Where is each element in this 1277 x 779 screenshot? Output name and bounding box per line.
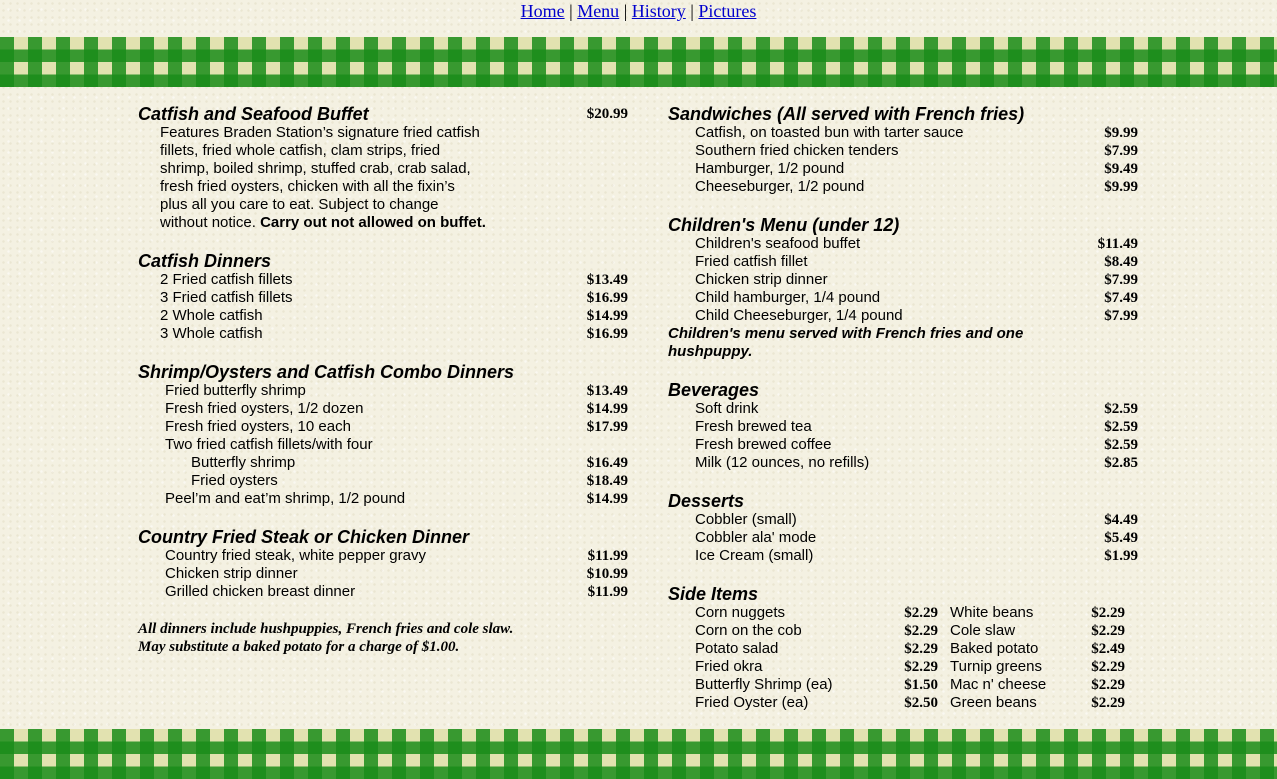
nav-separator: | xyxy=(690,1,694,21)
menu-item-name: Chicken strip dinner xyxy=(165,565,298,582)
menu-item-name: Ice Cream (small) xyxy=(695,547,814,564)
menu-item-price: $10.99 xyxy=(586,566,628,582)
section-title-catfish-dinners: Catfish Dinners xyxy=(138,251,272,271)
buffet-description-line xyxy=(160,214,486,232)
menu-item-price: $16.99 xyxy=(586,326,628,342)
side-item-name: Corn nuggets xyxy=(695,604,786,621)
buffet-carryout-note: Carry out not allowed on buffet. xyxy=(260,214,486,231)
section-title-combo-dinners: Shrimp/Oysters and Catfish Combo Dinners xyxy=(138,362,515,382)
menu-item-name: Fresh brewed tea xyxy=(695,418,812,435)
menu-item-name: Fried oysters xyxy=(191,472,278,489)
nav-separator: | xyxy=(623,1,628,21)
menu-item-price: $11.99 xyxy=(587,584,628,600)
side-item-price: $2.29 xyxy=(1091,623,1125,639)
checker-band-top xyxy=(0,37,1277,87)
side-item-price: $2.29 xyxy=(904,605,938,621)
menu-item-name: Cheeseburger, 1/2 pound xyxy=(695,178,865,195)
menu-item-price: $2.59 xyxy=(1104,401,1138,417)
side-item-name: Mac n' cheese xyxy=(950,676,1047,693)
menu-item-name: Fried butterfly shrimp xyxy=(165,382,306,399)
menu-item-price: $17.99 xyxy=(586,419,628,435)
buffet-description-line: plus all you care to eat. Subject to change xyxy=(160,196,439,213)
buffet-description-line: shrimp, boiled shrimp, stuffed crab, crab salad, xyxy=(160,160,471,177)
menu-item-name: Fresh fried oysters, 10 each xyxy=(165,418,351,435)
menu-item-price: $13.49 xyxy=(586,272,628,288)
menu-item-price: $16.49 xyxy=(586,455,628,471)
menu-item-price: $11.49 xyxy=(1097,236,1138,252)
side-item-price: $1.50 xyxy=(904,677,938,693)
menu-item-price: $11.99 xyxy=(587,548,628,564)
dinners-footnote-line: May substitute a baked potato for a charge of $1.00. xyxy=(138,639,460,655)
nav-link-home[interactable]: Home xyxy=(520,1,565,21)
menu-item-name: Cobbler ala' mode xyxy=(695,529,817,546)
buffet-description-line: fresh fried oysters, chicken with all the fixin’s xyxy=(160,178,455,195)
menu-item-name: Chicken strip dinner xyxy=(695,271,828,288)
side-item-price: $2.29 xyxy=(1091,605,1125,621)
buffet-description-line: Features Braden Station’s signature fried catfish xyxy=(160,124,480,141)
menu-item-price: $16.99 xyxy=(586,290,628,306)
section-title-steak-dinner: Country Fried Steak or Chicken Dinner xyxy=(138,527,470,547)
menu-item-price: $13.49 xyxy=(586,383,628,399)
side-item-name: Butterfly Shrimp (ea) xyxy=(695,676,833,693)
side-item-name: Baked potato xyxy=(950,640,1039,657)
dinners-footnote-line: All dinners include hushpuppies, French fries and cole slaw. xyxy=(138,621,514,637)
checker-band-bottom xyxy=(0,729,1277,779)
side-item-price: $2.49 xyxy=(1091,641,1125,657)
menu-item-name: Two fried catfish fillets/with four xyxy=(165,436,373,453)
section-title-buffet: Catfish and Seafood Buffet xyxy=(138,104,369,124)
side-item-name: White beans xyxy=(950,604,1034,621)
menu-item-price: $2.85 xyxy=(1104,455,1138,471)
menu-item-price: $9.99 xyxy=(1104,125,1138,141)
menu-item-name: Grilled chicken breast dinner xyxy=(165,583,356,600)
side-item-price: $2.50 xyxy=(904,695,938,711)
menu-item-name: Catfish, on toasted bun with tarter sauce xyxy=(695,124,964,141)
menu-item-name: Southern fried chicken tenders xyxy=(695,142,899,159)
top-nav xyxy=(0,0,1277,22)
section-title-childrens-menu: Children's Menu (under 12) xyxy=(668,215,900,235)
section-title-desserts: Desserts xyxy=(668,491,745,511)
menu-item-name: 3 Fried catfish fillets xyxy=(160,289,293,306)
menu-item-price: $8.49 xyxy=(1104,254,1138,270)
menu-item-price: $14.99 xyxy=(586,308,628,324)
menu-item-name: Children's seafood buffet xyxy=(695,235,861,252)
menu-item-price: $2.59 xyxy=(1104,437,1138,453)
menu-item-name: Butterfly shrimp xyxy=(191,454,296,471)
menu-item-name: 3 Whole catfish xyxy=(160,325,263,342)
side-item-name: Fried okra xyxy=(695,658,763,675)
menu-item-name: Country fried steak, white pepper gravy xyxy=(165,547,426,564)
section-title-beverages: Beverages xyxy=(668,380,760,400)
buffet-description-line: fillets, fried whole catfish, clam strips, fried xyxy=(160,142,441,159)
menu-item-price: $4.49 xyxy=(1104,512,1138,528)
menu-item-name: Milk (12 ounces, no refills) xyxy=(695,454,870,471)
menu-item-price: $7.99 xyxy=(1104,272,1138,288)
menu-item-name: 2 Fried catfish fillets xyxy=(160,271,293,288)
side-item-name: Green beans xyxy=(950,694,1037,711)
side-item-price: $2.29 xyxy=(1091,677,1125,693)
side-item-name: Turnip greens xyxy=(950,658,1042,675)
menu-item-price: $7.99 xyxy=(1104,143,1138,159)
nav-separator: | xyxy=(569,1,573,21)
side-item-name: Fried Oyster (ea) xyxy=(695,694,809,711)
menu-item-name: Fried catfish fillet xyxy=(695,253,808,270)
section-title-sandwiches: Sandwiches (All served with French fries) xyxy=(668,104,1025,124)
menu-item-name: 2 Whole catfish xyxy=(160,307,263,324)
side-item-name: Potato salad xyxy=(695,640,779,657)
side-item-price: $2.29 xyxy=(904,659,938,675)
section-title-side-items: Side Items xyxy=(668,584,759,604)
menu-item-price: $14.99 xyxy=(586,401,628,417)
side-item-price: $2.29 xyxy=(904,623,938,639)
menu-item-price: $7.99 xyxy=(1104,308,1138,324)
side-item-name: Corn on the cob xyxy=(695,622,802,639)
menu-item-name: Fresh brewed coffee xyxy=(695,436,832,453)
price-buffet: $20.99 xyxy=(586,106,628,122)
menu-item-price: $9.99 xyxy=(1104,179,1138,195)
menu-item-price: $1.99 xyxy=(1104,548,1138,564)
menu-item-price: $2.59 xyxy=(1104,419,1138,435)
menu-item-name: Soft drink xyxy=(695,400,759,417)
menu-item-price: $7.49 xyxy=(1104,290,1138,306)
side-item-price: $2.29 xyxy=(904,641,938,657)
buffet-notice-text: without notice. xyxy=(160,214,256,231)
nav-link-history[interactable]: History xyxy=(631,1,686,21)
menu-item-price: $5.49 xyxy=(1104,530,1138,546)
menu-item-name: Peel’m and eat’m shrimp, 1/2 pound xyxy=(165,490,406,507)
menu-item-price: $14.99 xyxy=(586,491,628,507)
side-item-price: $2.29 xyxy=(1091,695,1125,711)
childrens-menu-note: Children's menu served with French fries and one hushpuppy. xyxy=(668,325,1024,360)
menu-item-name: Hamburger, 1/2 pound xyxy=(695,160,845,177)
menu-item-price: $18.49 xyxy=(586,473,628,489)
nav-link-pictures[interactable]: Pictures xyxy=(698,1,757,21)
nav-link-menu[interactable]: Menu xyxy=(577,1,620,21)
menu-item-name: Cobbler (small) xyxy=(695,511,797,528)
side-item-name: Cole slaw xyxy=(950,622,1016,639)
side-item-price: $2.29 xyxy=(1091,659,1125,675)
menu-item-name: Child hamburger, 1/4 pound xyxy=(695,289,881,306)
menu-item-price: $9.49 xyxy=(1104,161,1138,177)
menu-item-name: Fresh fried oysters, 1/2 dozen xyxy=(165,400,364,417)
menu-item-name: Child Cheeseburger, 1/4 pound xyxy=(695,307,903,324)
